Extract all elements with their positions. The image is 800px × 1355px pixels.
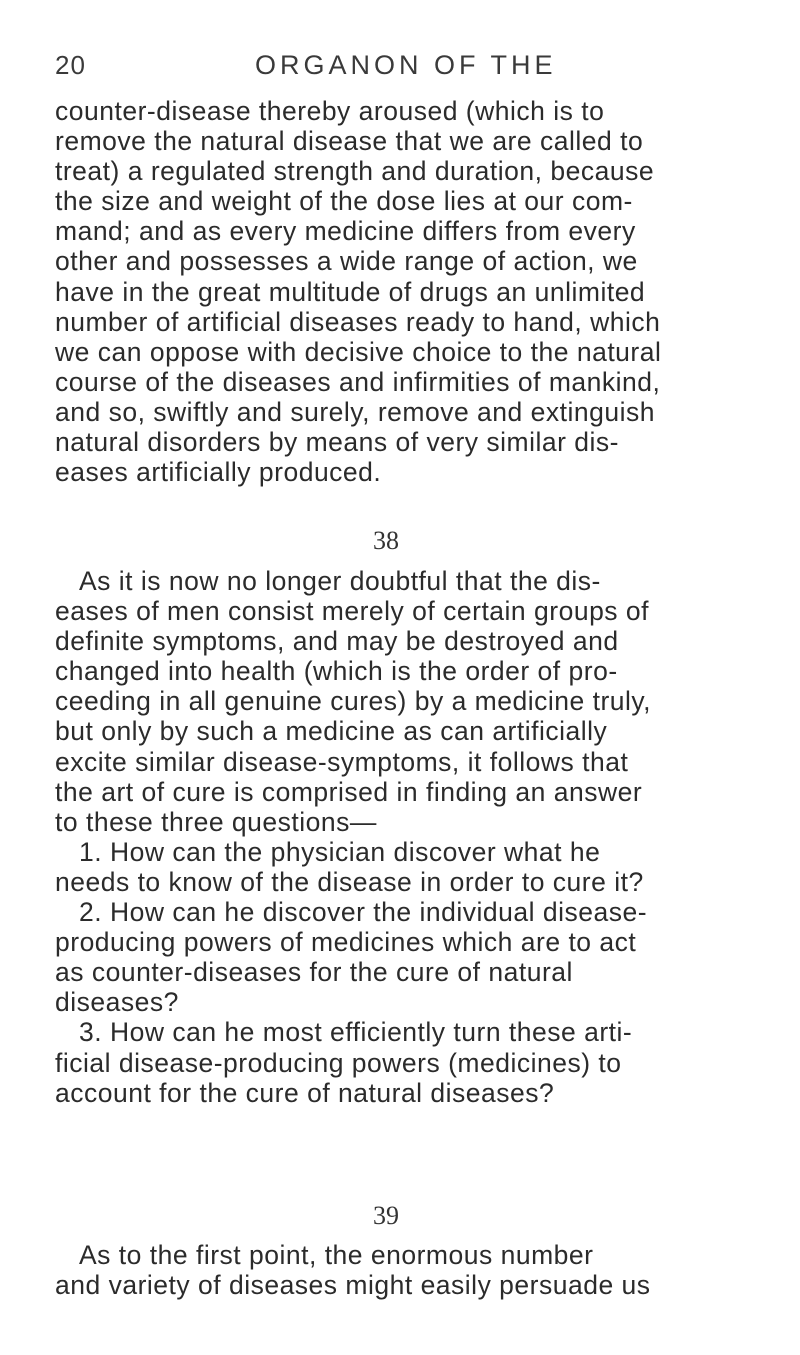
text-line: course of the diseases and infirmities of mankind, — [55, 366, 661, 397]
text-line: excite similar disease-symptoms, it follows that — [55, 746, 629, 777]
text-line: treat) a regulated strength and duration, because — [55, 156, 655, 187]
paragraph-continued — [55, 96, 745, 487]
section-38-body — [55, 566, 745, 1108]
text-line: but only by such a medicine as can artificially — [55, 716, 608, 747]
section-number-39: 39 — [373, 1201, 399, 1230]
text-line: mand; and as every medicine differs from every — [55, 216, 636, 247]
text-line: needs to know of the disease in order to cure it? — [55, 866, 644, 897]
numbered-question-line: 2. How can he discover the individual disease- — [79, 897, 648, 928]
text-line: and variety of diseases might easily persuade us — [55, 1270, 651, 1301]
text-line: natural disorders by means of very similar dis- — [55, 427, 619, 458]
text-line: ficial disease-producing powers (medicines) to — [55, 1047, 622, 1078]
text-line: we can oppose with decisive choice to the natural — [55, 336, 662, 367]
text-line: As it is now no longer doubtful that the dis- — [79, 566, 601, 596]
text-line: account for the cure of natural diseases? — [55, 1077, 555, 1108]
text-line: and so, swiftly and surely, remove and extinguish — [55, 396, 655, 427]
section-39-body — [55, 1240, 745, 1300]
text-line: eases of men consist merely of certain groups of — [55, 596, 650, 627]
text-line: the size and weight of the dose lies at our com- — [55, 186, 633, 217]
page-header — [55, 42, 755, 82]
numbered-question-line: 1. How can the physician discover what he — [79, 836, 601, 867]
text-line: counter-disease thereby aroused (which is to — [55, 96, 605, 126]
page-number: 20 — [55, 50, 86, 80]
text-line: diseases? — [55, 987, 179, 1018]
text-line: changed into health (which is the order of pro- — [55, 656, 618, 687]
numbered-question-line: 3. How can he most efficiently turn these arti- — [79, 1017, 633, 1048]
text-line: eases artificially produced. — [55, 457, 382, 488]
text-line: producing powers of medicines which are to act — [55, 927, 637, 958]
text-line: definite symptoms, and may be destroyed and — [55, 626, 619, 657]
text-line: remove the natural disease that we are called to — [55, 126, 644, 157]
text-line: other and possesses a wide range of action, we — [55, 246, 638, 277]
section-number-38: 38 — [373, 526, 399, 555]
text-line: the art of cure is comprised in finding an answer — [55, 776, 643, 807]
running-head: ORGANON OF THE — [255, 50, 557, 80]
text-line: as counter-diseases for the cure of natural — [55, 957, 573, 988]
text-line: ceeding in all genuine cures) by a medicine truly, — [55, 686, 652, 717]
text-line: number of artificial diseases ready to hand, which — [55, 306, 661, 337]
text-line: As to the first point, the enormous number — [79, 1240, 594, 1270]
text-line: to these three questions— — [55, 806, 377, 837]
text-line: have in the great multitude of drugs an unlimited — [55, 276, 646, 307]
